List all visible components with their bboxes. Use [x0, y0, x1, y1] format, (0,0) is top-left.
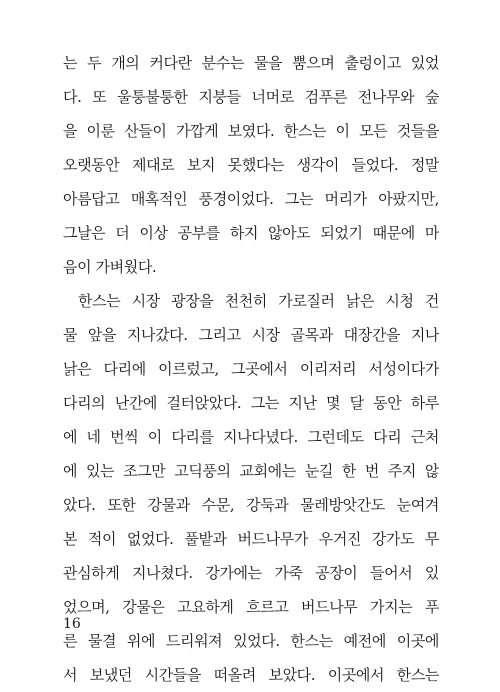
- text-line: 았다. 또한 강물과 수문, 강둑과 물레방앗간도 눈여겨: [63, 496, 439, 514]
- text-line: 그날은 더 이상 공부를 하지 않아도 되었기 때문에 마: [63, 224, 439, 242]
- page-body: [63, 46, 439, 692]
- page-number: 16: [63, 616, 81, 632]
- text-line: 는 두 개의 커다란 분수는 물을 뿜으며 출렁이고 있었: [63, 54, 439, 72]
- text-line: 에 네 번씩 이 다리를 지나다녔다. 그런데도 다리 근처: [63, 428, 439, 446]
- text-line: 관심하게 지나쳤다. 강가에는 가죽 공장이 들어서 있: [63, 564, 439, 582]
- paragraph-1: [63, 46, 439, 284]
- text-line: 른 물결 위에 드리워져 있었다. 한스는 예전에 이곳에: [63, 632, 439, 650]
- text-line: 을 이룬 산들이 가깝게 보였다. 한스는 이 모든 것들을: [63, 122, 439, 140]
- text-line: 서 보냈던 시간들을 떠올려 보았다. 이곳에서 한스는: [63, 666, 439, 684]
- text-line: 본 적이 없었다. 풀밭과 버드나무가 우거진 강가도 무: [63, 530, 439, 548]
- text-line: 다. 또 울퉁불퉁한 지붕들 너머로 검푸른 전나무와 숲: [63, 88, 439, 106]
- text-line: 에 있는 조그만 고딕풍의 교회에는 눈길 한 번 주지 않: [63, 462, 439, 480]
- text-line: 다리의 난간에 걸터앉았다. 그는 지난 몇 달 동안 하루: [63, 394, 439, 412]
- text-line: 아름답고 매혹적인 풍경이었다. 그는 머리가 아팠지만,: [63, 190, 439, 208]
- text-line: 었으며, 강물은 고요하게 흐르고 버드나무 가지는 푸: [63, 598, 439, 616]
- text-line: 오랫동안 제대로 보지 못했다는 생각이 들었다. 정말: [63, 156, 439, 174]
- text-line: 한스는 시장 광장을 천천히 가로질러 낡은 시청 건: [78, 292, 439, 310]
- text-line: 낡은 다리에 이르렀고, 그곳에서 이리저리 서성이다가: [63, 360, 439, 378]
- text-line: 음이 가벼웠다.: [63, 258, 157, 276]
- text-line: 물 앞을 지나갔다. 그리고 시장 골목과 대장간을 지나: [63, 326, 439, 344]
- paragraph-2: [63, 284, 439, 692]
